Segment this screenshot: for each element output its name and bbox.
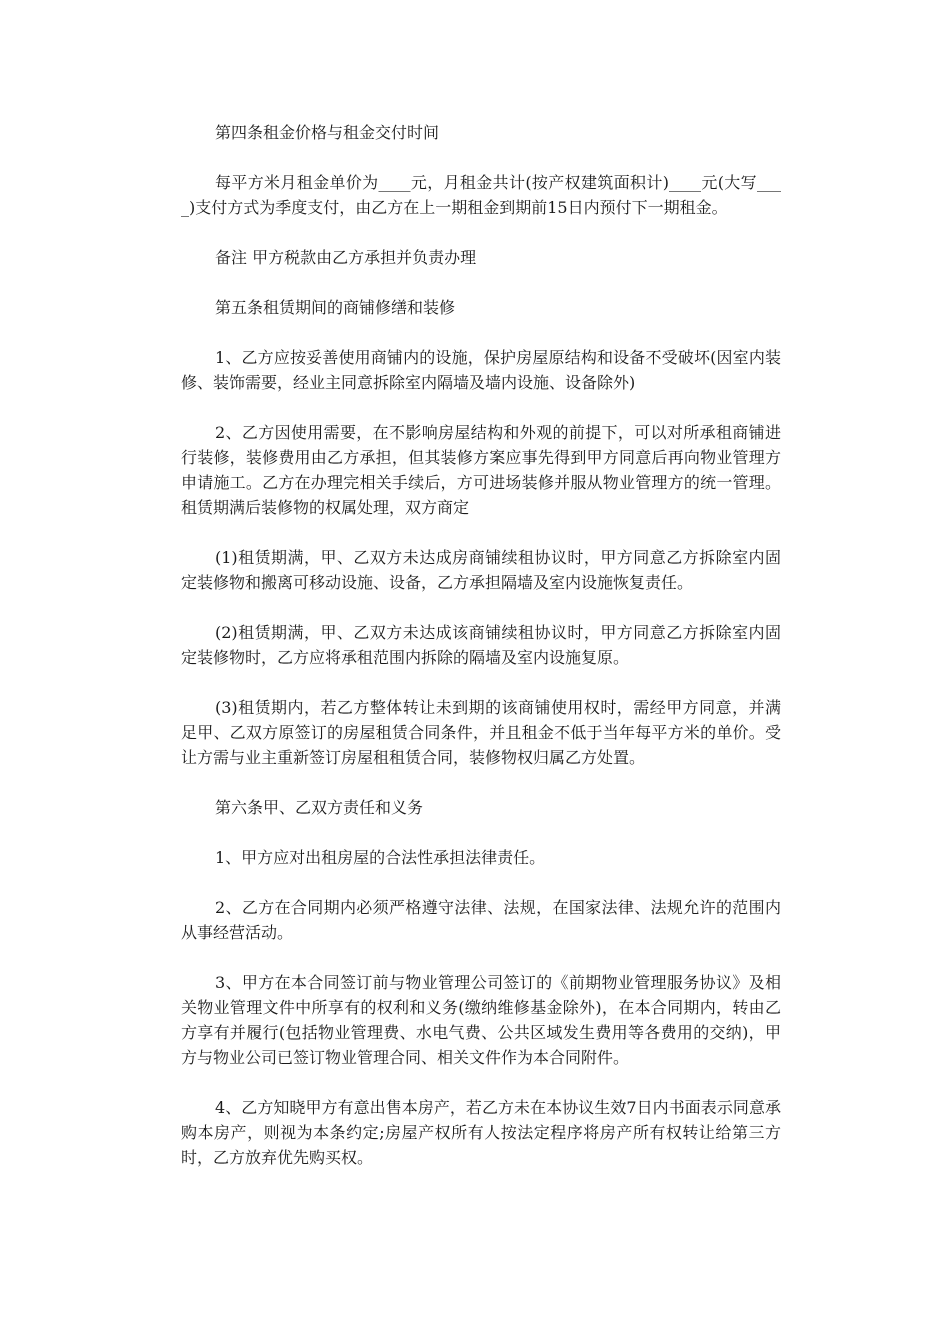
article-6-heading: 第六条甲、乙双方责任和义务	[215, 798, 424, 817]
article-5-subitem-2: (2)租赁期满，甲、乙双方未达成该商铺续租协议时，甲方同意乙方拆除室内固定装修物时，乙方应将承租范围内拆除的隔墙及室内设施复原。	[181, 623, 781, 667]
article-5-heading: 第五条租赁期间的商铺修缮和装修	[215, 298, 456, 317]
article-4-heading: 第四条租金价格与租金交付时间	[215, 123, 440, 142]
document-body	[181, 120, 781, 1195]
article-5-subitem-3: (3)租赁期内，若乙方整体转让未到期的该商铺使用权时，需经甲方同意，并满足甲、乙双方原签订的房屋租赁合同条件，并且租金不低于当年每平方米的单价。受让方需与业主重新签订房屋租租赁合同，装修物权归属乙方处置。	[181, 698, 781, 767]
article-6-item-4: 4、乙方知晓甲方有意出售本房产，若乙方未在本协议生效7日内书面表示同意承购本房产，则视为本条约定;房屋产权所有人按法定程序将房产所有权转让给第三方时，乙方放弃优先购买权。	[181, 1098, 781, 1167]
article-5-subitem-1: (1)租赁期满，甲、乙双方未达成房商铺续租协议时，甲方同意乙方拆除室内固定装修物和搬离可移动设施、设备，乙方承担隔墙及室内设施恢复责任。	[181, 548, 781, 592]
article-6-item-1: 1、甲方应对出租房屋的合法性承担法律责任。	[215, 848, 546, 867]
article-6-item-3: 3、甲方在本合同签订前与物业管理公司签订的《前期物业管理服务协议》及相关物业管理文件中所享有的权利和义务(缴纳维修基金除外)，在本合同期内，转由乙方享有并履行(包括物业管理费、水电气费、公共区域发生费用等各费用的交纳)，甲方与物业公司已签订物业管理合同、相关文件作为本合同附件。	[181, 973, 781, 1067]
article-6-item-2: 2、乙方在合同期内必须严格遵守法律、法规，在国家法律、法规允许的范围内从事经营活动。	[181, 898, 781, 942]
article-5-item-2: 2、乙方因使用需要，在不影响房屋结构和外观的前提下，可以对所承租商铺进行装修，装修费用由乙方承担，但其装修方案应事先得到甲方同意后再向物业管理方申请施工。乙方在办理完相关手续后，方可进场装修并服从物业管理方的统一管理。租赁期满后装修物的权属处理，双方商定	[181, 423, 781, 517]
rent-price-paragraph: 每平方米月租金单价为____元，月租金共计(按产权建筑面积计)____元(大写____)支付方式为季度支付，由乙方在上一期租金到期前15日内预付下一期租金。	[181, 173, 781, 217]
article-5-item-1: 1、乙方应按妥善使用商铺内的设施，保护房屋原结构和设备不受破坏(因室内装修、装饰需要，经业主同意拆除室内隔墙及墙内设施、设备除外)	[181, 348, 781, 392]
tax-note-paragraph: 备注 甲方税款由乙方承担并负责办理	[215, 248, 477, 267]
